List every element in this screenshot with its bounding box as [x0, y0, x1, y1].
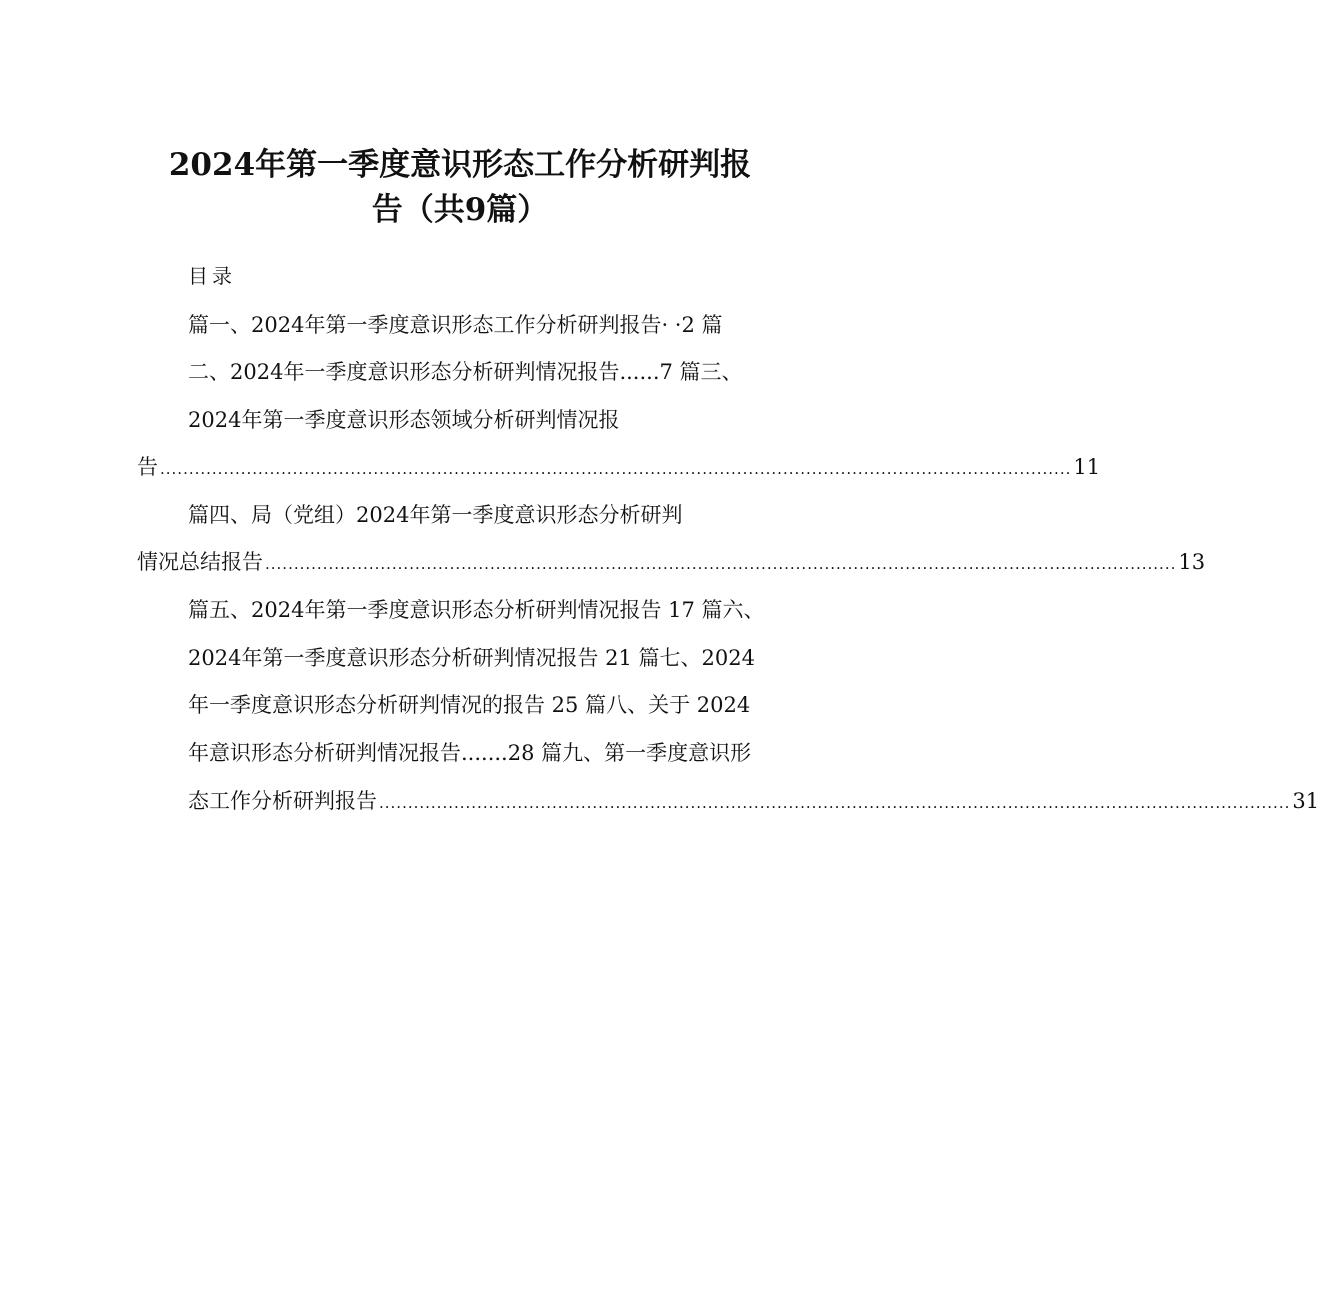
toc-entry-text: 态工作分析研判报告: [188, 789, 377, 813]
toc-line: 2024年第一季度意识形态分析研判情况报告 21 篇七、2024: [188, 646, 755, 670]
document-title-line-2: 告（共9篇）: [371, 192, 549, 228]
toc-heading: 目录: [188, 264, 236, 288]
toc-entry-text: 情况总结报告: [137, 550, 263, 574]
toc-entry-leader: [188, 786, 1319, 816]
toc-entry-leader: [137, 547, 1206, 577]
dot-leader: ..............................................................................................................................................................: [265, 555, 1177, 573]
dot-leader: ..............................................................................................................................................................: [379, 794, 1291, 812]
toc-line: 篇五、2024年第一季度意识形态分析研判情况报告 17 篇六、: [188, 598, 765, 622]
toc-line: 二、2024年一季度意识形态分析研判情况报告......7 篇三、: [188, 360, 743, 384]
toc-line: 篇一、2024年第一季度意识形态工作分析研判报告· ·2 篇: [188, 313, 723, 337]
toc-line: 2024年第一季度意识形态领域分析研判情况报: [188, 408, 620, 432]
toc-page-number: 31: [1292, 789, 1319, 813]
toc-line: 年一季度意识形态分析研判情况的报告 25 篇八、关于 2024: [188, 693, 751, 717]
toc-page-number: 11: [1073, 455, 1101, 479]
document-title-line-1: 2024年第一季度意识形态工作分析研判报: [168, 147, 752, 183]
toc-entry-leader: [137, 452, 1101, 482]
toc-line: 年意识形态分析研判情况报告.......28 篇九、第一季度意识形: [188, 741, 752, 765]
toc-page-number: 13: [1178, 550, 1206, 574]
toc-line: 篇四、局（党组）2024年第一季度意识形态分析研判: [188, 503, 683, 527]
toc-entry-text: 告: [137, 455, 158, 479]
dot-leader: ..............................................................................................................................................................: [160, 460, 1072, 478]
